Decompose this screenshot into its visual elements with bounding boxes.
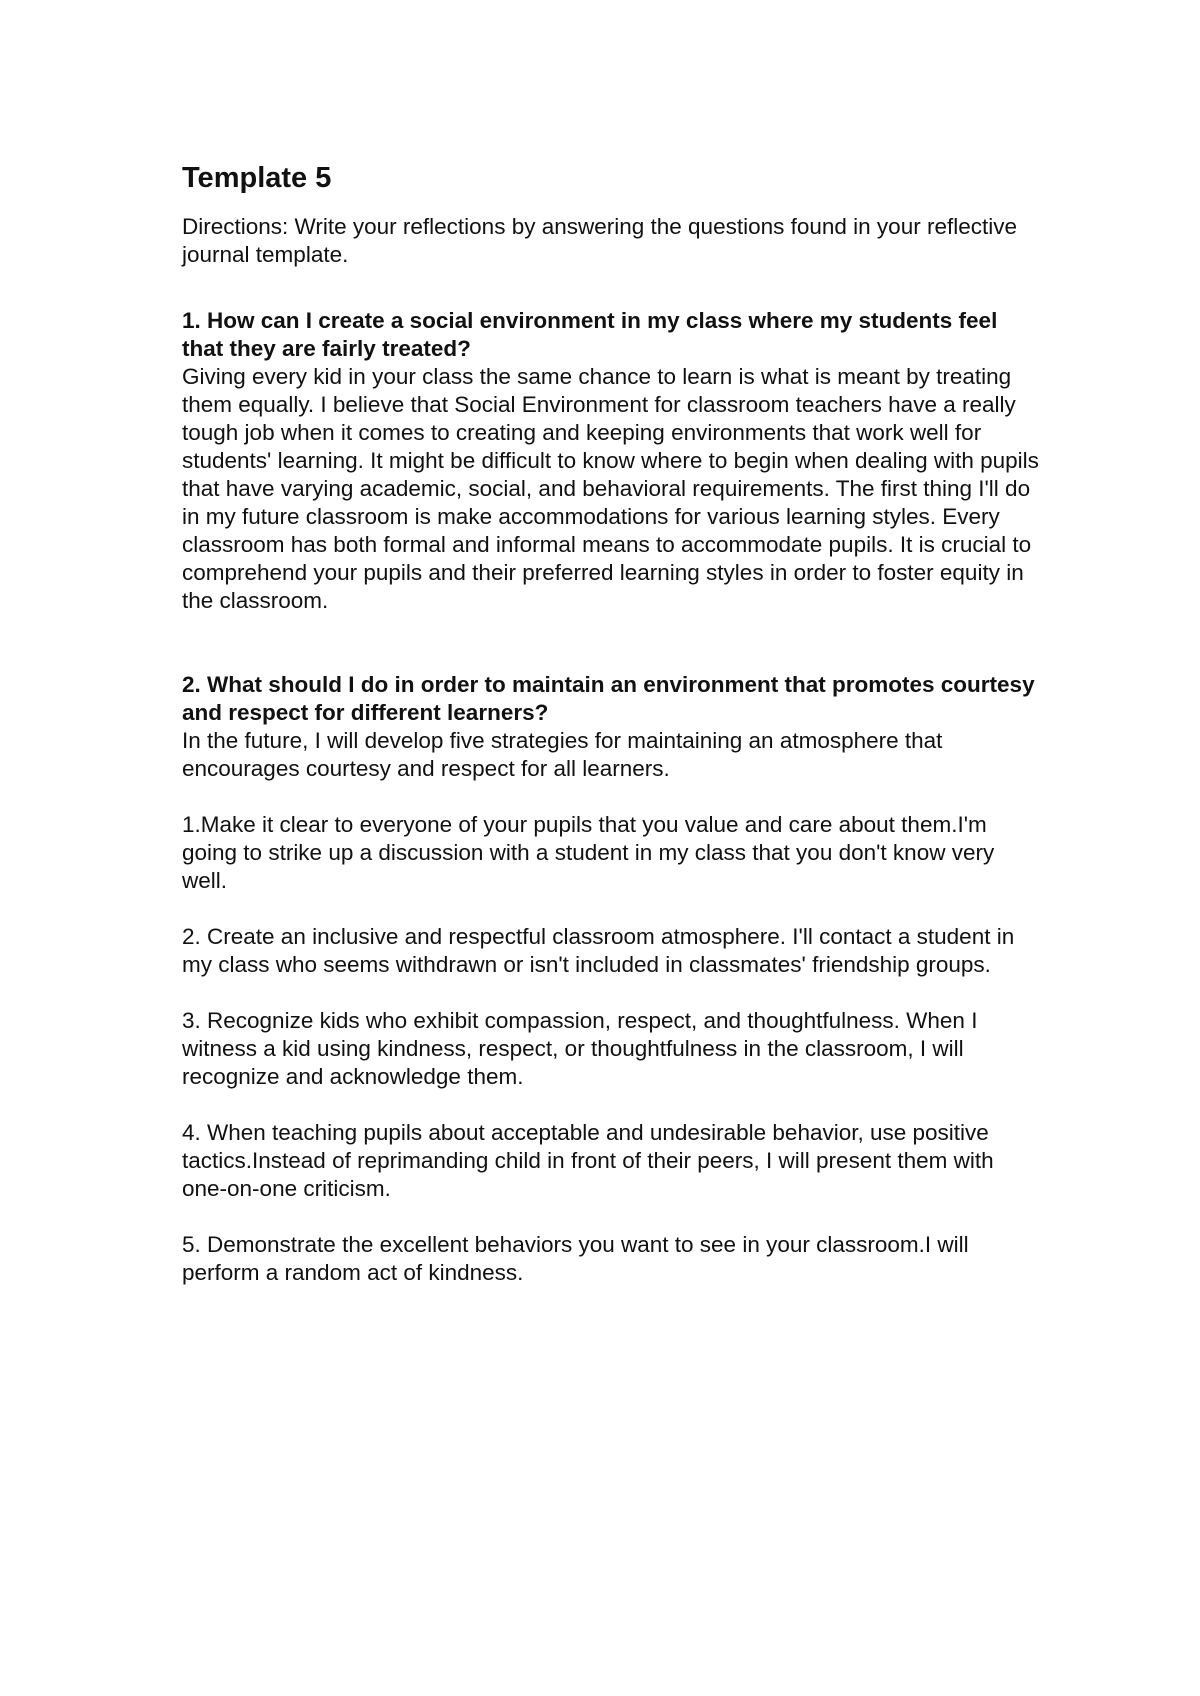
answer-1: Giving every kid in your class the same chance to learn is what is meant by treating them equally. I believe that Social Environment for classroom teachers have a really tough job when it comes to creating and keeping environments that work well for students' learning. It might be difficult to know where to begin when dealing with pupils that have varying academic, social, and behavioral requirements. The first thing I'll do in my future classroom is make accommodations for various learning styles. Every classroom has both formal and informal means to accommodate pupils. It is crucial to comprehend your pupils and their preferred learning styles in order to foster equity in the classroom.: [182, 364, 1039, 613]
directions-text: Directions: Write your reflections by answering the questions found in your reflective journal template.: [182, 214, 1017, 267]
strategy-3: 3. Recognize kids who exhibit compassion, respect, and thoughtfulness. When I witness a kid using kindness, respect, or thoughtfulness in the classroom, I will recognize and acknowledge them.: [182, 1008, 978, 1089]
answer-2-intro: In the future, I will develop five strategies for maintaining an atmosphere that encourages courtesy and respect for all learners.: [182, 728, 943, 781]
question-2: 2. What should I do in order to maintain an environment that promotes courtesy and respect for different learners?: [182, 672, 1035, 725]
strategy-5: 5. Demonstrate the excellent behaviors you want to see in your classroom.I will perform a random act of kindness.: [182, 1232, 969, 1285]
strategy-1: 1.Make it clear to everyone of your pupils that you value and care about them.I'm going to strike up a discussion with a student in my class that you don't know very well.: [182, 812, 995, 893]
strategy-4: 4. When teaching pupils about acceptable and undesirable behavior, use positive tactics.Instead of reprimanding child in front of their peers, I will present them with one-on-one criticism.: [182, 1120, 994, 1201]
document-title: Template 5: [182, 162, 332, 194]
strategy-2: 2. Create an inclusive and respectful classroom atmosphere. I'll contact a student in my class who seems withdrawn or isn't included in classmates' friendship groups.: [182, 924, 1015, 977]
document-page: [182, 160, 1042, 1315]
question-1: 1. How can I create a social environment in my class where my students feel that they are fairly treated?: [182, 308, 998, 361]
